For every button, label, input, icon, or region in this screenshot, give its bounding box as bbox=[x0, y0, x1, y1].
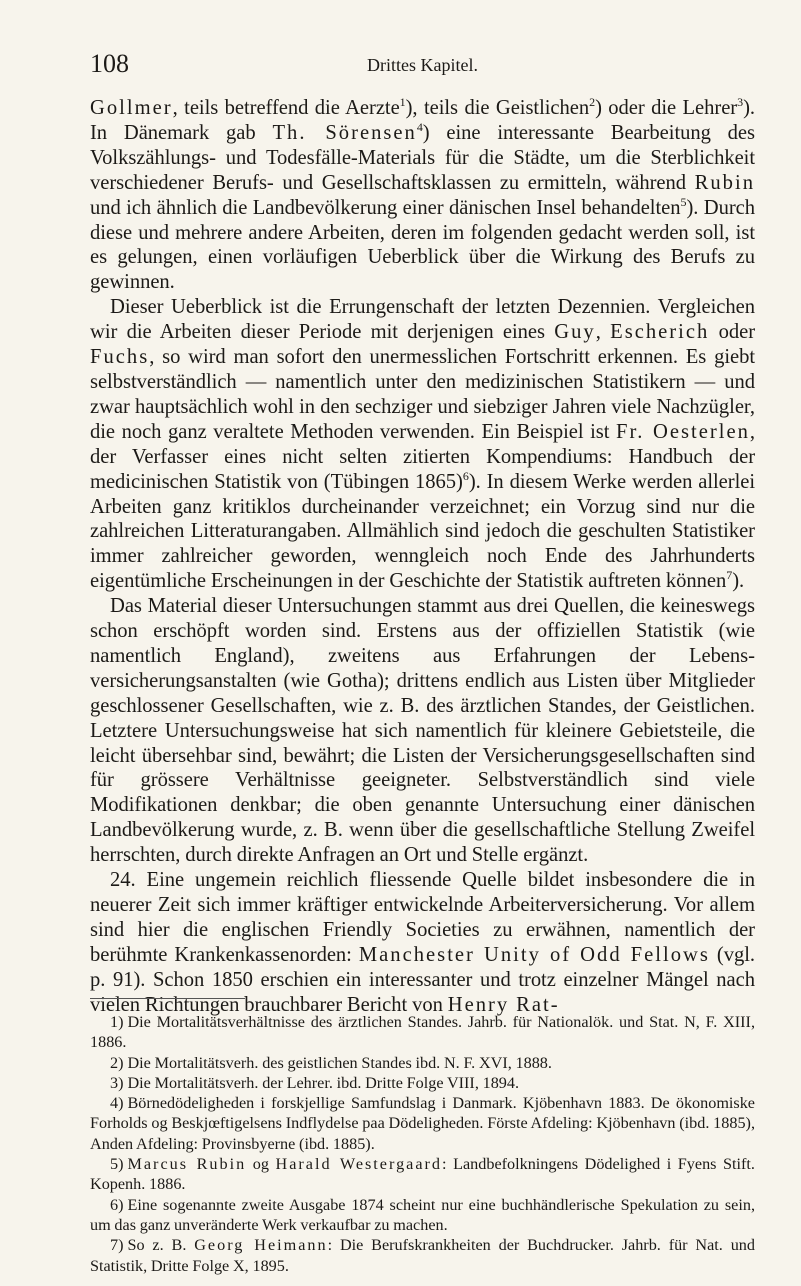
text-run: , teils betreffend die Aerzte bbox=[172, 97, 400, 119]
paragraph bbox=[90, 295, 755, 594]
footnote bbox=[90, 1012, 755, 1053]
spaced-name: Marcus Rubin bbox=[127, 1155, 247, 1174]
paragraph bbox=[90, 594, 755, 868]
footnote-reference: 4 bbox=[416, 120, 423, 135]
text-run: oder bbox=[709, 321, 755, 344]
spaced-name: Fuchs bbox=[90, 346, 150, 369]
spaced-name: Manchester Unity of Odd Fellows bbox=[358, 943, 710, 966]
text-run: und ich ähnlich die Landbevölkerung einer dänischen Insel behandelten bbox=[90, 196, 681, 219]
footnote-reference: 7 bbox=[726, 568, 733, 583]
text-run: (vgl. p. 91). Schon 1850 erschien ein interessanter und trotz einzelner Mängel nach vielen Richtungen brauchbarer Bericht von bbox=[90, 943, 755, 1016]
text-run: ). In diesem Werke werden allerlei Arbeiten ganz kritiklos durcheinander verzeichnet; ein Vorzug sind nur die zahlreichen Litteraturangaben. Allmählich sind jedoch die geschulten Statistiker immer zahlreicher geworden, wenngleich noch Ende des Jahrhunderts eigentümliche Erscheinungen in der Geschichte der Statistik auftreten können bbox=[90, 470, 755, 593]
text-run: Die Mortalitätsverh. des geistlichen Standes ibd. N. F. XVI, 1888. bbox=[127, 1053, 552, 1072]
spaced-name: Henry Rat- bbox=[447, 993, 560, 1016]
text-run: Das Material dieser Untersuchungen stammt aus drei Quellen, die keineswegs schon erschöpft worden sind. Erstens aus der offiziellen Statistik (wie namentlich England), zweitens aus Erfahrungen der Lebensversicherungsanstalten (wie Gotha); drittens endlich aus Listen über Mitglieder geschlossener Gesellschaften, wie z. B. des ärztlichen Standes, der Geistlichen. Letztere Untersuchungsweise hat sich namentlich für kleinere Gebietsteile, die leicht übersehbar sind, bewährt; die Listen der Versicherungsgesellschaften sind für grössere Verhältnisse geeigneter. Selbstverständlich sind viele Modifikationen denkbar; die oben genannte Untersuchung einer dänischen Landbevölkerung wurde, z. B. wenn über die gesellschaftliche Stellung Zweifel herrschten, durch direkte Anfragen an Ort und Stelle ergänzt. bbox=[90, 595, 755, 867]
text-run: ) oder die Lehrer bbox=[595, 97, 738, 119]
footnote-number: 6) bbox=[110, 1195, 124, 1214]
text-run: : Die Berufskrankheiten der Buchdrucker. Jahrb. für Nat. und Statistik, Dritte Folge X, 1895. bbox=[90, 1236, 755, 1275]
text-run: 24. Eine ungemein reichlich fliessende Quelle bildet insbesondere die in neuerer Zeit sich immer kräftiger entwickelnde Arbeiterversicherung. Vor allem sind hier die englischen Friendly Societies zu erwähnen, namentlich der berühmte Krankenkassenorden: bbox=[90, 869, 755, 966]
spaced-name: Rubin bbox=[694, 171, 755, 194]
footnote-rule bbox=[90, 998, 245, 999]
spaced-name: Guy bbox=[554, 321, 596, 344]
paragraph bbox=[90, 96, 755, 295]
footnote-reference: 6 bbox=[462, 468, 469, 483]
footnote-number: 7) bbox=[110, 1236, 124, 1255]
spaced-name: Georg Heimann bbox=[194, 1236, 328, 1255]
text-run: ). Durch diese und mehrere andere Arbeiten, deren im folgenden gedacht werden soll, ist es gelungen, einen vorläufigen Ueberblick über die Wirkung des Berufs zu gewinnen. bbox=[90, 196, 755, 294]
footnote-reference: 5 bbox=[680, 194, 687, 209]
spaced-name: Th. Sörensen bbox=[272, 121, 417, 144]
text-run: Die Mortalitätsverh. der Lehrer. ibd. Dritte Folge VIII, 1894. bbox=[127, 1073, 520, 1092]
footnote-number: 3) bbox=[110, 1073, 124, 1092]
page-header bbox=[90, 48, 755, 80]
text-run: ). bbox=[732, 570, 745, 593]
text-run: Dieser Ueberblick ist die Errungenschaft der letzten Dezennien. Vergleichen wir die Arbeiten dieser Periode mit derjenigen eines bbox=[90, 296, 755, 344]
text-run: : Landbefolkningens Dödelighed i Fyens Stift. Kopenh. 1886. bbox=[90, 1155, 755, 1194]
text-run: og bbox=[246, 1155, 276, 1174]
text-run: , bbox=[595, 321, 611, 344]
text-run: ). In Dänemark gab bbox=[90, 97, 755, 144]
text-run: So z. B. bbox=[127, 1236, 195, 1255]
spaced-name: Fr. Oesterlen bbox=[616, 420, 750, 443]
body-text bbox=[90, 96, 755, 1018]
paragraph bbox=[90, 868, 755, 1017]
footnote bbox=[90, 1195, 755, 1236]
text-run: Börnedödeligheden i forskjellige Samfundslag i Danmark. Kjöbenhavn 1883. De ökonomiske Forholds og Beskjœftigelsens Indflydelse paa Dödeligheden. Förste Afdeling: Kjöbenhavn (ibd. 1885), Anden Afdeling: Provinsbyerne (ibd. 1885). bbox=[90, 1094, 755, 1153]
footnote bbox=[90, 1093, 755, 1154]
footnote bbox=[90, 1235, 755, 1276]
spaced-name: Escherich bbox=[610, 321, 710, 344]
footnote bbox=[90, 1154, 755, 1195]
running-title: Drittes Kapitel. bbox=[367, 55, 478, 75]
footnote-number: 5) bbox=[110, 1155, 124, 1174]
footnote-reference: 2 bbox=[589, 95, 596, 110]
footnote-number: 2) bbox=[110, 1053, 124, 1072]
footnote bbox=[90, 1053, 755, 1073]
text-run: ) eine interessante Bearbeitung des Volkszählungs- und Todesfälle-Materials für die Städte, um die Sterblichkeit verschiedener Berufs- und Gesellschaftsklassen zu ermitteln, während bbox=[90, 121, 755, 194]
text-run: Die Mortalitätsverhältnisse des ärztlichen Standes. Jahrb. für Nationalök. und Stat. N, F. XIII, 1886. bbox=[90, 1013, 755, 1052]
footnote-reference: 1 bbox=[399, 95, 406, 110]
footnote-reference: 3 bbox=[737, 95, 744, 110]
spaced-name: Harald Westergaard bbox=[275, 1155, 443, 1174]
footnotes bbox=[90, 1012, 755, 1276]
text-run: , der Verfasser eines nicht selten zitierten Kompendiums: Handbuch der medicinischen Statistik von (Tübingen 1865) bbox=[90, 420, 755, 493]
text-run: , so wird man sofort den unermesslichen Fortschritt erkennen. Es giebt selbstverständlich — namentlich unter den medizinischen Statistikern — und zwar hauptsächlich wohl in den sechziger und siebziger Jahren viele Nachzügler, die noch ganz veraltete Methoden verwenden. Ein Beispiel ist bbox=[90, 346, 755, 443]
text-run: ), teils die Geistlichen bbox=[405, 97, 590, 119]
footnote bbox=[90, 1073, 755, 1093]
page-number: 108 bbox=[90, 49, 129, 78]
spaced-name: Gollmer bbox=[90, 97, 173, 119]
text-run: Eine sogenannte zweite Ausgabe 1874 scheint nur eine buchhändlerische Spekulation zu sein, um das ganz unveränderte Werk verkaufbar zu machen. bbox=[90, 1195, 755, 1234]
footnote-number: 4) bbox=[110, 1094, 124, 1113]
footnote-number: 1) bbox=[110, 1013, 124, 1031]
